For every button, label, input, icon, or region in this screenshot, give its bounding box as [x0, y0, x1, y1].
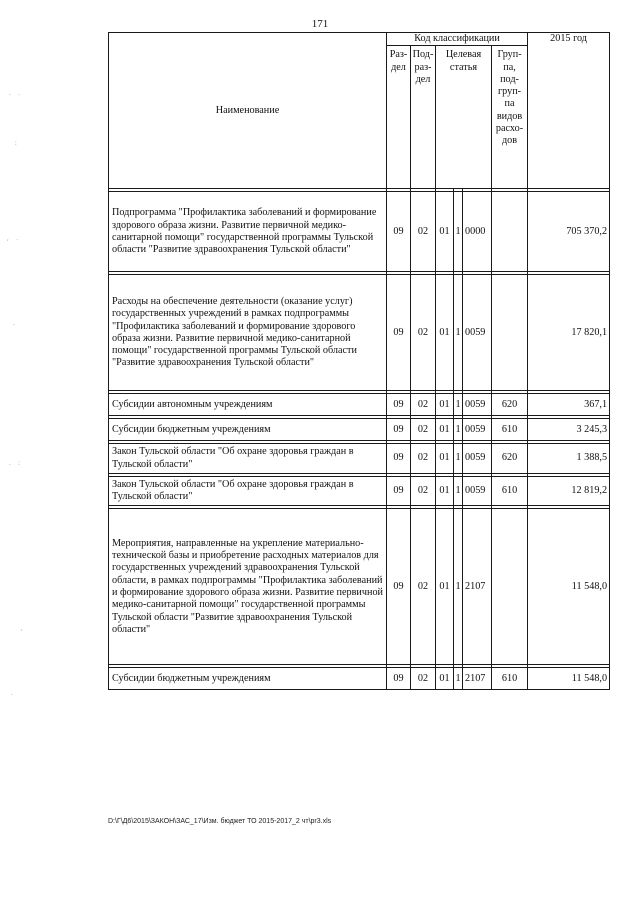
- row-expense-group-cell: [492, 192, 528, 272]
- row-name-cell: Расходы на обеспечение деятельности (оказание услуг) государственных учреждений в рамках подпрограммы "Профилактика заболеваний и формирование здорового образа жизни. Развитие первичной медико-санитарной помощи" государственной программы Тульской области "Развитие здравоохранения Тульской области": [109, 275, 387, 391]
- row-target-program-cell: 01: [436, 419, 454, 441]
- row-target-direction-cell: 0059: [463, 275, 492, 391]
- row-amount-cell: 11 548,0: [528, 509, 610, 665]
- header-subsection: Под- раз- дел: [411, 46, 436, 189]
- header-classification: Код классификации: [387, 33, 528, 46]
- table-body: [109, 189, 610, 690]
- row-section-cell: 09: [387, 419, 411, 441]
- row-section-cell: 09: [387, 394, 411, 416]
- row-name-cell: Подпрограмма "Профилактика заболеваний и формирование здорового образа жизни. Развитие первичной медико-санитарной помощи" государственной программы Тульской области "Развитие здравоохранения Тульской области": [109, 192, 387, 272]
- row-name-cell: Субсидии бюджетным учреждениям: [109, 419, 387, 441]
- row-target-direction-cell: 2107: [463, 509, 492, 665]
- row-amount-cell: 17 820,1: [528, 275, 610, 391]
- header-expense-group: Груп- па, под- груп- па видов расхо- дов: [492, 46, 528, 189]
- table-row: [109, 476, 610, 506]
- row-target-subprogram-cell: 1: [454, 394, 463, 416]
- row-section-cell: 09: [387, 444, 411, 474]
- row-target-direction-cell: 0059: [463, 419, 492, 441]
- header-section: Раз- дел: [387, 46, 411, 189]
- table-row: [109, 192, 610, 272]
- row-target-program-cell: 01: [436, 192, 454, 272]
- row-subsection-cell: 02: [411, 476, 436, 506]
- row-section-cell: 09: [387, 476, 411, 506]
- row-target-subprogram-cell: 1: [454, 192, 463, 272]
- table-row: [109, 444, 610, 474]
- row-target-direction-cell: 0059: [463, 394, 492, 416]
- row-name-cell: Субсидии автономным учреждениям: [109, 394, 387, 416]
- row-section-cell: 09: [387, 668, 411, 690]
- row-target-direction-cell: 0059: [463, 476, 492, 506]
- header-year: 2015 год: [528, 33, 610, 189]
- row-name-cell: Закон Тульской области "Об охране здоровья граждан в Тульской области": [109, 476, 387, 506]
- row-target-program-cell: 01: [436, 394, 454, 416]
- budget-table: [108, 32, 610, 690]
- file-path-footer: D:\Г\Д6\2015\ЗАКОН\ЗАС_17\Изм. бюджет ТО 2015-2017_2 чт\pr3.xls: [108, 818, 332, 825]
- row-amount-cell: 1 388,5: [528, 444, 610, 474]
- row-section-cell: 09: [387, 275, 411, 391]
- row-amount-cell: 3 245,3: [528, 419, 610, 441]
- table-row: [109, 668, 610, 690]
- row-target-program-cell: 01: [436, 444, 454, 474]
- row-target-subprogram-cell: 1: [454, 476, 463, 506]
- row-expense-group-cell: [492, 275, 528, 391]
- row-expense-group-cell: 610: [492, 476, 528, 506]
- row-expense-group-cell: 620: [492, 444, 528, 474]
- table-row: [109, 419, 610, 441]
- row-target-program-cell: 01: [436, 668, 454, 690]
- row-target-direction-cell: 0000: [463, 192, 492, 272]
- row-expense-group-cell: 620: [492, 394, 528, 416]
- row-subsection-cell: 02: [411, 275, 436, 391]
- row-subsection-cell: 02: [411, 192, 436, 272]
- row-subsection-cell: 02: [411, 668, 436, 690]
- row-expense-group-cell: 610: [492, 419, 528, 441]
- row-target-program-cell: 01: [436, 275, 454, 391]
- row-target-direction-cell: 0059: [463, 444, 492, 474]
- row-section-cell: 09: [387, 192, 411, 272]
- row-target-subprogram-cell: 1: [454, 668, 463, 690]
- row-amount-cell: 12 819,2: [528, 476, 610, 506]
- table-row: [109, 509, 610, 665]
- row-subsection-cell: 02: [411, 419, 436, 441]
- row-name-cell: Субсидии бюджетным учреждениям: [109, 668, 387, 690]
- header-target-article: Целевая статья: [436, 46, 492, 189]
- page-number: 171: [311, 18, 329, 30]
- row-target-subprogram-cell: 1: [454, 509, 463, 665]
- row-expense-group-cell: [492, 509, 528, 665]
- row-amount-cell: 705 370,2: [528, 192, 610, 272]
- row-amount-cell: 11 548,0: [528, 668, 610, 690]
- row-target-direction-cell: 2107: [463, 668, 492, 690]
- row-target-program-cell: 01: [436, 509, 454, 665]
- row-target-subprogram-cell: 1: [454, 444, 463, 474]
- row-name-cell: Мероприятия, направленные на укрепление материально-технической базы и приобретение расходных материалов для государственных учреждений здравоохранения Тульской области, в рамках подпрограммы "Профилактика заболеваний и формирование здорового образа жизни. Развитие первичной медико-санитарной помощи" государственной программы Тульской области "Развитие здравоохранения Тульской области": [109, 509, 387, 665]
- header-name: Наименование: [109, 33, 387, 189]
- row-subsection-cell: 02: [411, 509, 436, 665]
- row-expense-group-cell: 610: [492, 668, 528, 690]
- row-subsection-cell: 02: [411, 444, 436, 474]
- row-target-subprogram-cell: 1: [454, 419, 463, 441]
- row-target-program-cell: 01: [436, 476, 454, 506]
- table-row: [109, 275, 610, 391]
- row-name-cell: Закон Тульской области "Об охране здоровья граждан в Тульской области": [109, 444, 387, 474]
- row-amount-cell: 367,1: [528, 394, 610, 416]
- row-subsection-cell: 02: [411, 394, 436, 416]
- table-row: [109, 394, 610, 416]
- row-section-cell: 09: [387, 509, 411, 665]
- row-target-subprogram-cell: 1: [454, 275, 463, 391]
